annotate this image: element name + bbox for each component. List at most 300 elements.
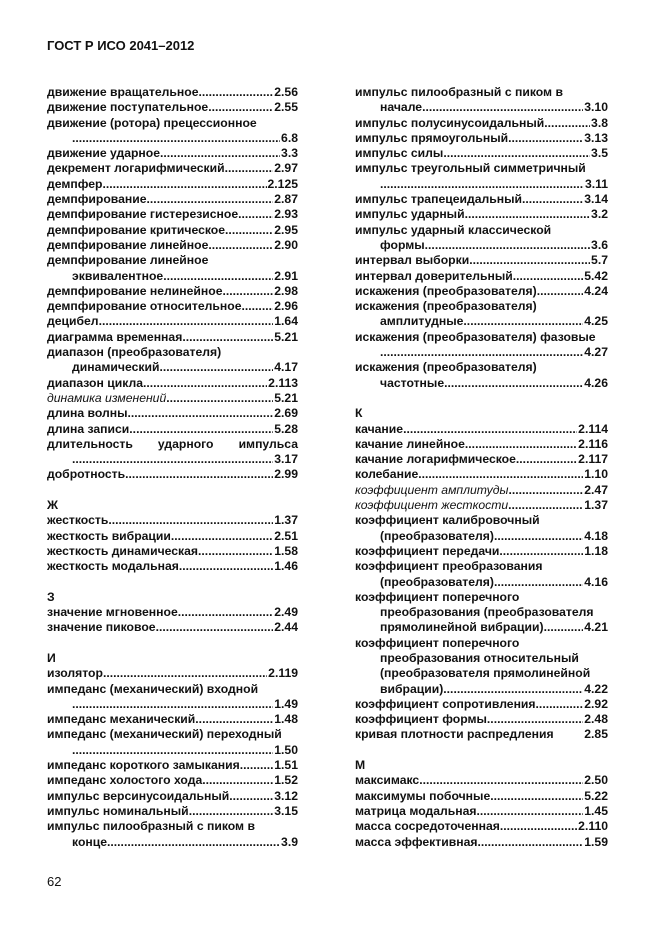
entry-term: жесткость модальная <box>47 559 179 574</box>
dot-leader <box>189 804 274 819</box>
dot-leader <box>238 207 273 222</box>
dot-leader <box>208 238 273 253</box>
dot-leader <box>536 697 584 712</box>
dot-leader <box>129 422 273 437</box>
entry-page: 3.9 <box>281 834 298 849</box>
entry-term: импеданс механический <box>47 712 196 727</box>
entry-page: 4.27 <box>584 345 608 360</box>
dot-leader <box>178 605 274 620</box>
entry-line <box>47 376 298 391</box>
entry-term: качание логарифмическое <box>355 452 516 467</box>
entry-continuation <box>355 651 608 666</box>
dot-leader <box>199 85 274 100</box>
entry-line <box>355 452 608 467</box>
entry-continuation <box>47 360 298 375</box>
entry-term-continued: эквивалентное <box>72 268 164 283</box>
index-entry <box>355 712 608 727</box>
entry-continuation <box>355 605 608 620</box>
entry-line <box>355 253 608 268</box>
entry-continuation <box>47 697 298 712</box>
entry-page: 5.21 <box>274 329 298 344</box>
entry-page: 2.47 <box>584 482 608 497</box>
index-entry <box>355 299 608 330</box>
index-entry <box>47 253 298 284</box>
index-entry <box>47 437 298 468</box>
entry-line <box>355 636 608 651</box>
dot-leader <box>465 207 590 222</box>
index-section <box>47 498 298 574</box>
entry-term: качание линейное <box>355 436 465 451</box>
index-entry <box>47 758 298 773</box>
entry-line <box>47 284 298 299</box>
entry-line <box>355 269 608 284</box>
index-entry <box>47 666 298 681</box>
dot-leader <box>72 452 273 467</box>
entry-term-continued: амплитудные <box>380 314 464 329</box>
index-entry <box>47 422 298 437</box>
entry-page: 3.14 <box>584 192 608 207</box>
index-entry <box>355 590 608 636</box>
index-entry <box>355 727 608 742</box>
index-entry <box>355 253 608 268</box>
index-entry <box>47 207 298 222</box>
entry-line <box>47 758 298 773</box>
index-entry <box>47 682 298 713</box>
index-entry <box>355 773 608 788</box>
section-letter: З <box>47 589 55 604</box>
entry-page: 5.21 <box>274 390 298 405</box>
index-entry <box>355 330 608 361</box>
dot-leader <box>513 269 584 284</box>
entry-line <box>47 238 298 253</box>
entry-page: 2.114 <box>578 421 608 436</box>
dot-leader <box>418 467 583 482</box>
entry-term: искажения (преобразователя) фазовые <box>355 329 596 344</box>
entry-term: максимакс <box>355 773 420 788</box>
entry-line <box>355 544 608 559</box>
entry-page: 2.96 <box>274 299 298 314</box>
index-entry <box>47 529 298 544</box>
entry-line <box>355 804 608 819</box>
index-entry <box>47 299 298 314</box>
entry-line <box>355 116 608 131</box>
index-entry <box>47 330 298 345</box>
entry-line <box>355 483 608 498</box>
entry-term-continued: преобразования (преобразователя <box>380 605 594 620</box>
entry-line <box>355 207 608 222</box>
entry-continuation <box>47 835 298 850</box>
entry-term: интервал доверительный <box>355 268 513 283</box>
index-entry <box>47 559 298 574</box>
entry-term: коэффициент преобразования <box>355 559 543 574</box>
entry-term: импеданс холостого хода <box>47 773 203 788</box>
dot-leader <box>225 223 273 238</box>
dot-leader <box>422 100 583 115</box>
entry-line <box>47 406 298 421</box>
index-entry <box>47 284 298 299</box>
entry-term-continued: формы <box>380 237 425 252</box>
entry-page: 1.64 <box>274 314 298 329</box>
entry-continuation <box>355 620 608 635</box>
entry-continuation <box>355 345 608 360</box>
dot-leader <box>125 467 273 482</box>
entry-page: 4.25 <box>584 314 608 329</box>
entry-page: 1.51 <box>274 758 298 773</box>
entry-term: импульс ударный классической <box>355 222 552 237</box>
entry-term: импульс треугольный симметричный <box>355 161 586 176</box>
index-entry <box>47 467 298 482</box>
entry-term: длина записи <box>47 421 130 436</box>
dot-leader <box>443 146 590 161</box>
entry-page: 2.97 <box>274 161 298 176</box>
index-entry <box>355 835 608 850</box>
entry-line <box>355 360 608 375</box>
entry-term: импульс пилообразный с пиком в <box>47 819 255 834</box>
entry-page: 3.12 <box>274 788 298 803</box>
dot-leader <box>72 131 280 146</box>
entry-term: импульс пилообразный с пиком в <box>355 85 563 99</box>
entry-line <box>47 819 298 834</box>
index-entry <box>355 207 608 222</box>
section-letter: М <box>355 758 366 773</box>
entry-term: качание <box>355 421 404 436</box>
entry-line <box>47 804 298 819</box>
entry-term-continued: вибрации) <box>380 681 444 696</box>
index-entry <box>47 177 298 192</box>
entry-term: движение ударное <box>47 146 161 161</box>
entry-page: 2.117 <box>578 452 608 467</box>
dot-leader <box>490 789 583 804</box>
entry-term: матрица модальная <box>355 803 477 818</box>
dot-leader <box>443 682 583 697</box>
index-entry <box>355 437 608 452</box>
entry-line <box>47 467 298 482</box>
section-letter: Ж <box>47 498 59 513</box>
index-entry <box>47 345 298 376</box>
entry-page: 1.52 <box>274 773 298 788</box>
index-entry <box>355 819 608 834</box>
dot-leader <box>195 712 273 727</box>
index-entry <box>47 727 298 758</box>
index-section <box>355 758 608 850</box>
entry-term: импеданс короткого замыкания <box>47 758 240 773</box>
entry-term: коэффициент поперечного <box>355 635 520 650</box>
entry-line <box>47 666 298 681</box>
entry-term: диапазон (преобразователя) <box>47 345 222 360</box>
entry-page: 3.17 <box>274 452 298 467</box>
entry-term: демпфирование гистерезисное <box>47 207 239 222</box>
entry-line <box>47 712 298 727</box>
index-entry <box>355 513 608 544</box>
entry-term: коэффициент амплитуды <box>355 482 509 497</box>
index-section <box>47 590 298 636</box>
index-entry <box>355 192 608 207</box>
entry-term: значение пиковое <box>47 620 156 635</box>
entry-continuation <box>355 238 608 253</box>
entry-line <box>355 85 608 100</box>
index-entry <box>47 223 298 238</box>
entry-term: длительность ударного импульса <box>47 436 298 451</box>
section-letter: К <box>355 406 363 421</box>
dot-leader <box>476 804 583 819</box>
entry-page: 5.22 <box>584 788 608 803</box>
entry-line <box>355 712 608 727</box>
index-entry <box>47 238 298 253</box>
entry-line <box>355 789 608 804</box>
entry-page: 5.7 <box>591 253 608 268</box>
entry-page: 2.55 <box>274 100 298 115</box>
entry-line <box>47 100 298 115</box>
dot-leader <box>159 360 273 375</box>
entry-line <box>47 727 298 742</box>
entry-page: 2.50 <box>584 773 608 788</box>
index-entry <box>47 406 298 421</box>
entry-term: импульс силы <box>355 146 444 161</box>
index-entry <box>47 513 298 528</box>
entry-page: 2.69 <box>274 406 298 421</box>
entry-page: 4.16 <box>584 574 608 589</box>
index-entry <box>47 620 298 635</box>
index-entry <box>355 116 608 131</box>
index-entry <box>355 131 608 146</box>
entry-page: 3.15 <box>274 803 298 818</box>
entry-term: жесткость динамическая <box>47 543 199 558</box>
entry-page: 2.92 <box>584 696 608 711</box>
index-entry <box>355 467 608 482</box>
entry-continuation <box>355 100 608 115</box>
dot-leader <box>444 376 583 391</box>
entry-line <box>355 437 608 452</box>
entry-term: импульс ударный <box>355 207 465 222</box>
dot-leader <box>477 835 583 850</box>
entry-line <box>47 161 298 176</box>
entry-page: 1.18 <box>584 543 608 558</box>
dot-leader <box>465 437 577 452</box>
entry-page: 2.125 <box>267 176 298 191</box>
entry-term: движение (ротора) прецессионное <box>47 115 257 130</box>
dot-leader <box>166 391 273 406</box>
entry-page: 3.10 <box>584 100 608 115</box>
entry-page: 3.5 <box>591 146 608 161</box>
dot-leader <box>380 177 584 192</box>
entry-page: 4.24 <box>584 283 608 298</box>
dot-leader <box>494 575 583 590</box>
entry-continuation <box>355 376 608 391</box>
index-entry <box>355 360 608 391</box>
dot-leader <box>537 284 584 299</box>
index-entry <box>47 773 298 788</box>
entry-page: 4.21 <box>584 620 608 635</box>
dot-leader <box>202 773 273 788</box>
entry-page: 1.49 <box>274 696 298 711</box>
entry-line <box>355 819 608 834</box>
entry-line <box>47 529 298 544</box>
entry-line <box>47 682 298 697</box>
entry-term: добротность <box>47 467 126 482</box>
entry-line <box>355 727 608 742</box>
dot-leader <box>469 253 590 268</box>
entry-page: 3.6 <box>591 237 608 252</box>
dot-leader <box>425 238 590 253</box>
entry-page: 3.13 <box>584 130 608 145</box>
entry-line <box>47 177 298 192</box>
entry-term: демпфирование относительное <box>47 299 242 314</box>
section-letter: И <box>47 650 56 665</box>
entry-page: 2.95 <box>274 222 298 237</box>
index-entry <box>355 559 608 590</box>
entry-line <box>355 161 608 176</box>
entry-term: искажения (преобразователя) <box>355 283 537 298</box>
entry-term: длина волны <box>47 406 128 421</box>
entry-term-continued: (преобразователя прямолинейной <box>380 666 591 681</box>
entry-page: 2.98 <box>274 283 298 298</box>
entry-continuation <box>355 314 608 329</box>
dot-leader <box>163 269 273 284</box>
entry-page: 1.37 <box>274 513 298 528</box>
entry-page: 1.59 <box>584 834 608 849</box>
index-entry <box>47 192 298 207</box>
index-section <box>355 85 608 391</box>
entry-continuation <box>47 743 298 758</box>
entry-page: 2.113 <box>268 375 298 390</box>
index-entry <box>355 697 608 712</box>
dot-leader <box>108 513 273 528</box>
entry-page: 3.8 <box>591 115 608 130</box>
entry-page: 2.90 <box>274 237 298 252</box>
entry-continuation <box>355 682 608 697</box>
entry-page: 2.116 <box>578 436 608 451</box>
entry-term: импульс версинусоидальный <box>47 788 230 803</box>
dot-leader <box>182 330 273 345</box>
entry-line <box>355 284 608 299</box>
dot-leader <box>160 146 280 161</box>
entry-line <box>47 544 298 559</box>
dot-leader <box>242 299 274 314</box>
entry-term-continued: частотные <box>380 375 445 390</box>
entry-page: 2.49 <box>274 605 298 620</box>
dot-leader <box>544 620 584 635</box>
dot-leader <box>171 529 273 544</box>
entry-continuation <box>47 131 298 146</box>
entry-term: демпфирование <box>47 192 147 207</box>
entry-term: коэффициент сопротивления <box>355 696 536 711</box>
dot-leader <box>127 406 273 421</box>
entry-term: импульс прямоугольный <box>355 130 509 145</box>
index-entry <box>47 819 298 850</box>
dot-leader <box>544 116 590 131</box>
index-entry <box>47 391 298 406</box>
index-entry <box>47 116 298 147</box>
entry-line <box>355 835 608 850</box>
entry-line <box>47 253 298 268</box>
index-entry <box>355 483 608 498</box>
index-section <box>47 651 298 850</box>
dot-leader <box>419 773 583 788</box>
entry-page: 2.56 <box>274 85 298 99</box>
entry-line <box>355 223 608 238</box>
entry-page: 2.85 <box>584 727 608 742</box>
index-entry <box>47 544 298 559</box>
entry-term: импеданс (механический) входной <box>47 681 259 696</box>
entry-page: 2.48 <box>584 712 608 727</box>
index-entry <box>355 636 608 697</box>
index-column-right <box>355 85 608 850</box>
entry-term: движение поступательное <box>47 100 209 115</box>
index-entry <box>47 146 298 161</box>
index-entry <box>47 100 298 115</box>
entry-term: диаграмма временная <box>47 329 183 344</box>
entry-term-continued: (преобразователя) <box>380 528 494 543</box>
entry-term: значение мгновенное <box>47 605 178 620</box>
index-entry <box>355 452 608 467</box>
dot-leader <box>72 697 273 712</box>
dot-leader <box>229 789 273 804</box>
entry-page: 2.119 <box>268 666 298 681</box>
entry-term: колебание <box>355 467 419 482</box>
dot-leader <box>494 529 583 544</box>
dot-leader <box>72 743 273 758</box>
dot-leader <box>143 376 267 391</box>
dot-leader <box>522 192 583 207</box>
entry-line <box>355 773 608 788</box>
entry-continuation <box>355 666 608 681</box>
dot-leader <box>156 620 274 635</box>
index-entry <box>355 789 608 804</box>
entry-term-continued: прямолинейной вибрации) <box>380 620 544 635</box>
entry-term: импульс трапецеидальный <box>355 192 522 207</box>
entry-line <box>47 345 298 360</box>
entry-term: диапазон цикла <box>47 375 143 390</box>
dot-leader <box>225 161 274 176</box>
page-number: 62 <box>47 874 62 889</box>
dot-leader <box>403 422 577 437</box>
entry-page: 4.18 <box>584 528 608 543</box>
entry-term: искажения (преобразователя) <box>355 360 537 375</box>
entry-term: масса эффективная <box>355 834 478 849</box>
entry-line <box>47 207 298 222</box>
entry-line <box>47 437 298 452</box>
index-entry <box>47 804 298 819</box>
entry-line <box>47 85 298 100</box>
entry-page: 2.91 <box>274 268 298 283</box>
entry-term: искажения (преобразователя) <box>355 299 537 314</box>
entry-line <box>355 697 608 712</box>
entry-line <box>47 116 298 131</box>
entry-line <box>47 299 298 314</box>
index-entry <box>355 544 608 559</box>
entry-page: 1.10 <box>584 467 608 482</box>
index-entry <box>47 85 298 100</box>
entry-line <box>47 422 298 437</box>
dot-leader <box>487 712 583 727</box>
entry-page: 5.42 <box>584 268 608 283</box>
index-section <box>47 85 298 483</box>
entry-page: 4.26 <box>584 375 608 390</box>
entry-line <box>47 391 298 406</box>
dot-leader <box>223 284 274 299</box>
entry-line <box>355 330 608 345</box>
entry-page: 1.37 <box>584 498 608 513</box>
index-entry <box>355 422 608 437</box>
entry-term: импеданс (механический) переходный <box>47 727 282 742</box>
entry-continuation <box>355 575 608 590</box>
entry-term: масса сосредоточенная <box>355 819 500 834</box>
index-entry <box>47 376 298 391</box>
entry-term: демпфер <box>47 176 103 191</box>
dot-leader <box>508 498 583 513</box>
entry-line <box>355 559 608 574</box>
index-entry <box>355 85 608 116</box>
